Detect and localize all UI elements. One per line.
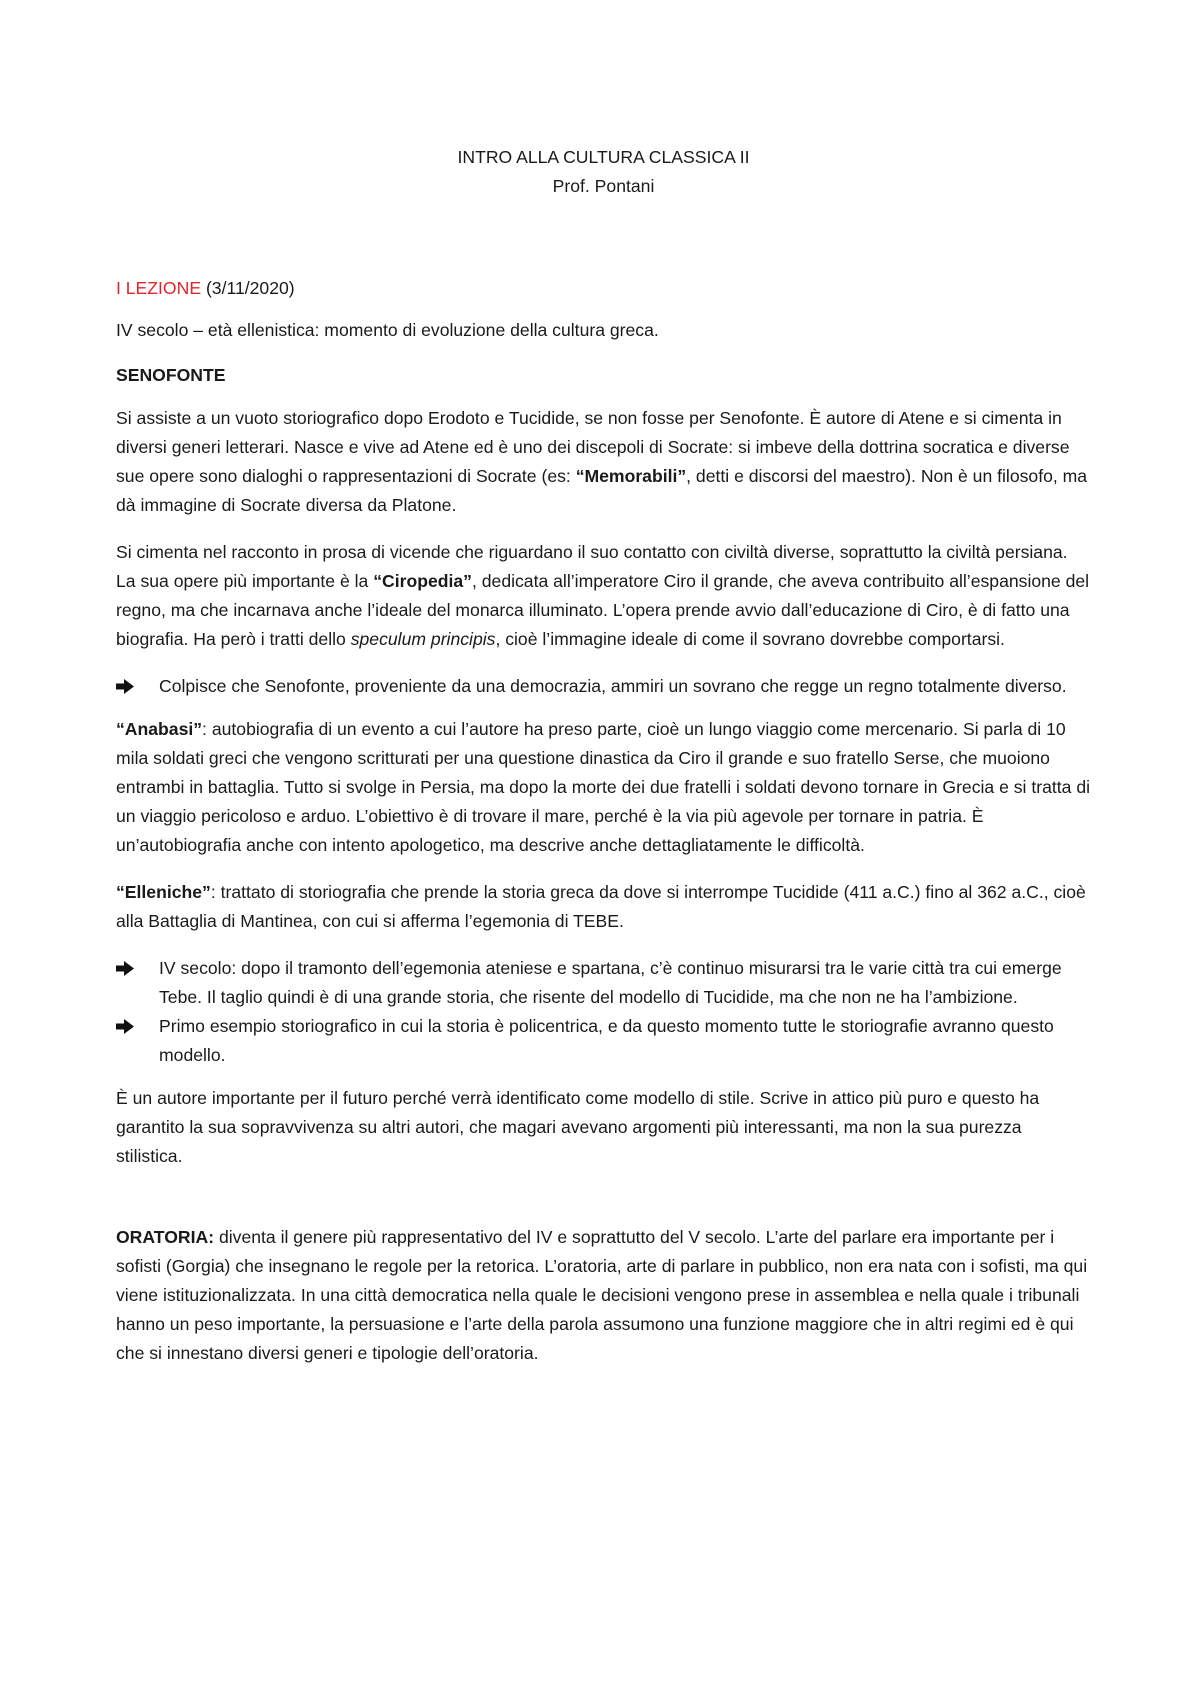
paragraph-senofonte-bio: [116, 404, 1091, 520]
intro-paragraph: IV secolo – età ellenistica: momento di evoluzione della cultura greca.: [116, 320, 659, 340]
text-run: , detti e discorsi del maestro). Non è un filosofo, ma dà immagine di Socrate diversa da Platone.: [116, 466, 1088, 515]
work-title-ciropedia: “Ciropedia”: [373, 571, 472, 591]
lesson-label: I LEZIONE: [116, 278, 202, 298]
lesson-heading: [116, 274, 1091, 303]
paragraph-elleniche: [116, 878, 1091, 936]
list-item: [116, 954, 1091, 1012]
bullet-text: IV secolo: dopo il tramonto dell’egemonia ateniese e spartana, c’è continuo misurarsi tra le varie città tra cui emerge Tebe. Il taglio quindi è di una grande storia, che risente del modello di Tucidide, ma che non ne ha l’ambizione.: [159, 958, 1062, 1007]
list-item: [116, 1012, 1091, 1070]
italic-term: speculum principis: [350, 629, 496, 649]
right-arrow-icon: [116, 954, 159, 983]
bullet-list-1: [116, 672, 1091, 701]
document-title: INTRO ALLA CULTURA CLASSICA II: [457, 147, 750, 167]
section-heading-senofonte: SENOFONTE: [116, 365, 226, 385]
lesson-date: (3/11/2020): [201, 278, 295, 298]
work-title-anabasi: “Anabasi”: [116, 719, 203, 739]
right-arrow-icon: [116, 672, 159, 701]
paragraph-oratoria: [116, 1223, 1091, 1368]
document-body: [116, 143, 1091, 1386]
text-run: Si assiste a un vuoto storiografico dopo Erodoto e Tucidide, se non fosse per Senofonte. È autore di Atene e si cimenta in diversi generi letterari. Nasce e vive ad Atene ed è uno dei discepoli di Socrate: si imbeve della dottrina socratica e diverse sue opere sono dialoghi o rappresentazioni di Socrate (es:: [116, 408, 1070, 486]
bullet-text: Colpisce che Senofonte, proveniente da una democrazia, ammiri un sovrano che regge un regno totalmente diverso.: [159, 676, 1067, 696]
text-run: Si cimenta nel racconto in prosa di vicende che riguardano il suo contatto con civiltà diverse, soprattutto la civiltà persiana. La sua opere più importante è la: [116, 542, 1068, 591]
text-run: diventa il genere più rappresentativo del IV e soprattutto del V secolo. L’arte del parlare era importante per i sofisti (Gorgia) che insegnano le regole per la retorica. L’oratoria, arte di parlare in pubblico, non era nata con i sofisti, ma qui viene istituzionalizzata. In una città democratica nella quale le decisioni vengono prese in assemblea e nella quale i tribunali hanno un peso importante, la persuasione e l’arte della parola assumono una funzione maggiore che in altri regimi ed è qui che si innestano diversi generi e tipologie dell’oratoria.: [116, 1227, 1088, 1363]
text-run: , dedicata all’imperatore Ciro il grande, che aveva contribuito all’espansione del regno, ma che incarnava anche l’ideale del monarca illuminato. L’opera prende avvio dall’educazione di Ciro, è di fatto una biografia. Ha però i tratti dello: [116, 571, 1090, 649]
text-run: , cioè l’immagine ideale di come il sovrano dovrebbe comportarsi.: [495, 629, 1005, 649]
paragraph-anabasi: [116, 715, 1091, 860]
professor-name: Prof. Pontani: [552, 176, 655, 196]
work-title-elleniche: “Elleniche”: [116, 882, 211, 902]
bullet-list-2: [116, 954, 1091, 1070]
work-title-memorabili: “Memorabili”: [575, 466, 687, 486]
bullet-text: Primo esempio storiografico in cui la storia è policentrica, e da questo momento tutte le storiografie avranno questo modello.: [159, 1016, 1054, 1065]
section-heading-oratoria: ORATORIA:: [116, 1227, 215, 1247]
right-arrow-icon: [116, 1012, 159, 1041]
text-run: : trattato di storiografia che prende la storia greca da dove si interrompe Tucidide (411 a.C.) fino al 362 a.C., cioè alla Battaglia di Mantinea, con cui si afferma l’egemonia di TEBE.: [116, 882, 1086, 931]
paragraph-stile: È un autore importante per il futuro perché verrà identificato come modello di stile. Scrive in attico più puro e questo ha garantito la sua sopravvivenza su altri autori, che magari avevano argomenti più interessanti, ma non la sua purezza stilistica.: [116, 1088, 1040, 1166]
paragraph-ciropedia: [116, 538, 1091, 654]
list-item: [116, 672, 1091, 701]
text-run: : autobiografia di un evento a cui l’autore ha preso parte, cioè un lungo viaggio come mercenario. Si parla di 10 mila soldati greci che vengono scritturati per una questione dinastica da Ciro il grande e suo fratello Serse, che muoiono entrambi in battaglia. Tutto si svolge in Persia, ma dopo la morte dei due fratelli i soldati devono tornare in Grecia e si tratta di un viaggio pericoloso e arduo. L’obiettivo è di trovare il mare, perché è la via più agevole per tornare in patria. È un’autobiografia anche con intento apologetico, ma descrive anche dettagliatamente le difficoltà.: [116, 719, 1091, 855]
